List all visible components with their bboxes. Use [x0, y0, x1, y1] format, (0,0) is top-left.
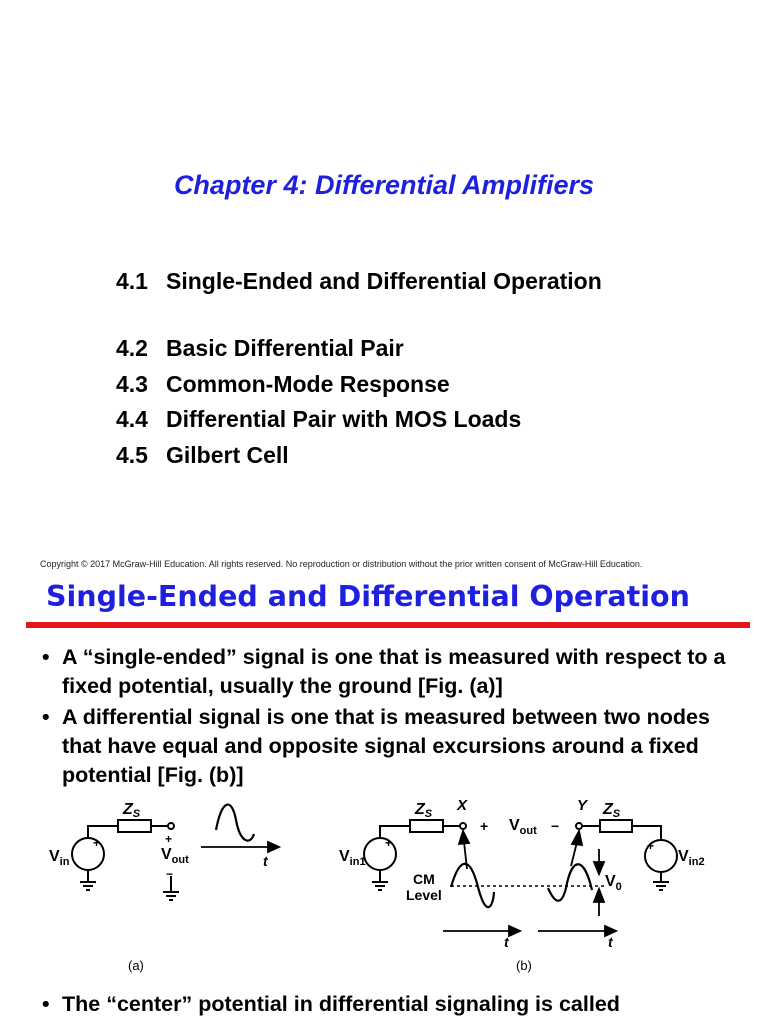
time-label: t [504, 934, 509, 950]
toc-item-4-4 [116, 406, 521, 433]
minus-sign: − [551, 818, 560, 834]
chapter-title: Chapter 4: Differential Amplifiers [173, 170, 595, 200]
toc-item-4-2 [116, 335, 404, 362]
bullet-item [42, 990, 752, 1019]
toc-item-4-5 [116, 442, 289, 469]
bullet-item [42, 703, 752, 790]
figure-caption-b: (b) [516, 958, 532, 973]
toc-item-4-1 [116, 268, 602, 295]
toc-number: 4.3 [116, 371, 148, 397]
vout-label: $V_{out}$ [161, 846, 189, 866]
plus-sign: + [93, 836, 101, 850]
bullet-symbol: • [42, 705, 50, 729]
toc-label: Gilbert Cell [166, 442, 289, 468]
toc-number: 4.5 [116, 442, 148, 468]
zs-label: ZS [123, 801, 141, 820]
v0-label: $V_0$ [605, 873, 622, 893]
bullet-text: A differential signal is one that is measured between two nodes that have equal and opposite signal excursions around a fixed potential [Fig. (b)] [62, 705, 710, 787]
bullet-text: The “center” potential in differential signaling is called [62, 992, 620, 1016]
bullet-text: A “single-ended” signal is one that is measured with respect to a fixed potential, usually the ground [Fig. (a)] [62, 645, 726, 698]
toc-label: Common-Mode Response [166, 371, 450, 397]
figure-caption-a: (a) [128, 958, 144, 973]
plus-sign: + [647, 839, 655, 853]
vin2-label: $V_{in2}$ [678, 848, 705, 868]
signal-figure [0, 790, 768, 990]
plus-sign: + [480, 818, 489, 834]
toc-label: Basic Differential Pair [166, 335, 404, 361]
toc-number: 4.2 [116, 335, 148, 361]
toc-number: 4.4 [116, 406, 148, 432]
toc-item-4-3 [116, 371, 450, 398]
title-rule [26, 622, 750, 628]
copyright-notice: Copyright © 2017 McGraw-Hill Education. All rights reserved. No reproduction or distribution without the prior written consent of McGraw-Hill Education. [40, 559, 643, 569]
section-title: Single-Ended and Differential Operation [46, 580, 690, 613]
zs-label: ZS [603, 801, 621, 820]
minus-sign: − [166, 867, 174, 881]
bullet-item [42, 643, 752, 701]
node-x-label: X [457, 797, 468, 814]
vout-label: $V_{out}$ [509, 817, 537, 837]
time-label: t [263, 853, 268, 869]
toc-label: Differential Pair with MOS Loads [166, 406, 522, 432]
plus-sign: + [385, 836, 393, 850]
toc-label: Single-Ended and Differential Operation [166, 268, 602, 294]
node-y-label: Y [577, 797, 588, 814]
bullet-symbol: • [42, 992, 50, 1016]
level-label: Level [406, 887, 442, 903]
time-label: t [608, 934, 613, 950]
zs-label: ZS [415, 801, 433, 820]
plus-sign: + [165, 832, 173, 846]
toc-number: 4.1 [116, 268, 148, 294]
vin-label: $V_{in}$ [49, 848, 70, 868]
bullet-symbol: • [42, 645, 50, 669]
vin1-label: $V_{in1}$ [339, 848, 366, 868]
cm-label: CM [413, 871, 435, 887]
